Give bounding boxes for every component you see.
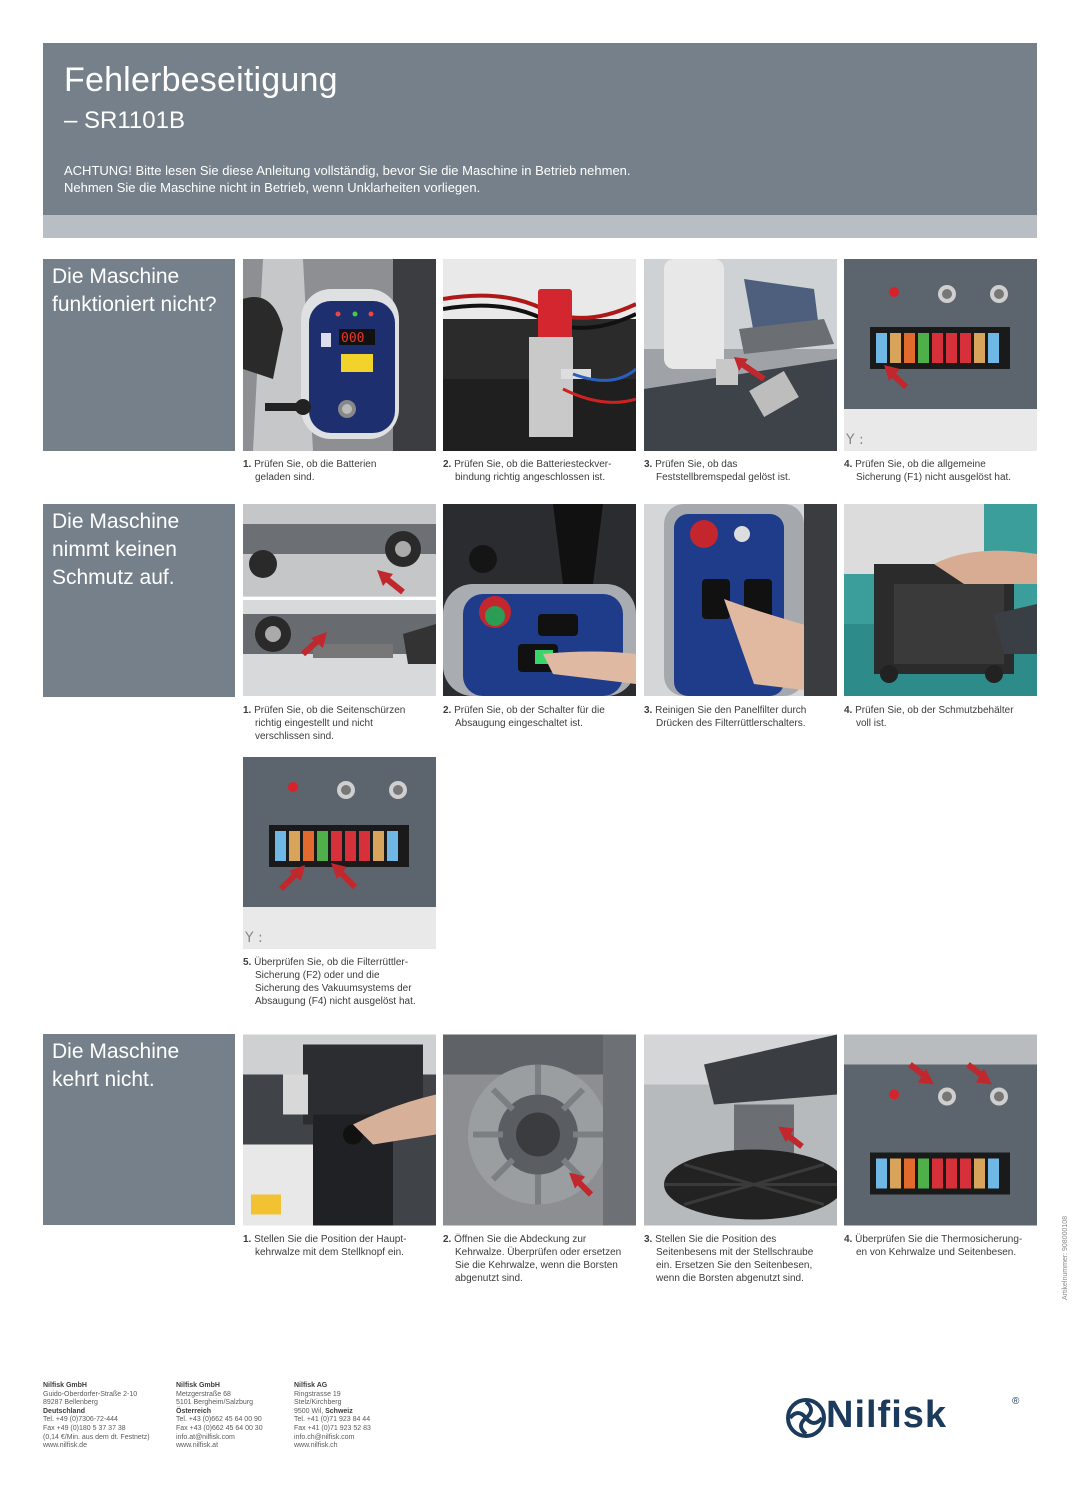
step-text: Reinigen Sie den Panelfilter durch — [655, 705, 807, 716]
address-line: 89287 Bellenberg — [43, 1399, 98, 1407]
step-text: geladen sind. — [255, 472, 315, 483]
address-switzerland — [294, 1382, 371, 1451]
address-line: 5101 Bergheim/Salzburg — [176, 1399, 254, 1407]
step-text: ein. Ersetzen Sie den Seitenbesen, — [656, 1260, 813, 1271]
step-text: bindung richtig angeschlossen ist. — [455, 472, 606, 483]
photo-side-skirts — [243, 504, 436, 696]
fuse-label-text: Y : — [846, 432, 864, 448]
step-caption — [844, 704, 1037, 730]
step-number: 1. — [243, 459, 252, 470]
photo-vacuum-switch — [443, 504, 636, 696]
address-website: www.nilfisk.de — [43, 1442, 87, 1450]
step-text: kehrwalze mit dem Stellknopf ein. — [255, 1247, 404, 1258]
article-number: Artikelnummer: 908000108 — [1062, 1215, 1069, 1300]
section-label-not-working — [43, 259, 235, 451]
address-line: Metzgerstraße 68 — [176, 1390, 231, 1398]
step-number: 1. — [243, 705, 252, 716]
warning-text-line2: Nehmen Sie die Maschine nicht in Betrieb, wenn Unklarheiten vorliegen. — [64, 180, 481, 195]
address-line: Ringstrasse 19 — [294, 1390, 341, 1398]
step-text: Überprüfen Sie die Thermosicherung- — [855, 1234, 1023, 1245]
address-website: www.nilfisk.at — [176, 1442, 219, 1450]
section-label-line: Die Maschine — [52, 510, 180, 533]
photo-main-broom — [443, 1034, 636, 1226]
step-caption — [443, 458, 636, 484]
step-number: 5. — [243, 957, 252, 968]
registered-mark: ® — [1012, 1396, 1020, 1407]
step-number: 3. — [644, 459, 653, 470]
panel-display-readout: 000 — [341, 331, 365, 346]
address-austria — [176, 1382, 263, 1451]
step-caption — [243, 1233, 436, 1259]
address-phone: Tel. +49 (0)7306-72-444 — [43, 1416, 118, 1424]
nilfisk-logo — [786, 1394, 1026, 1444]
step-caption — [443, 1233, 636, 1285]
address-company: Nilfisk AG — [294, 1382, 328, 1389]
address-fax: Fax +43 (0)662 45 64 00 30 — [176, 1424, 263, 1432]
step-caption — [844, 1233, 1037, 1259]
section-label-line: Die Maschine — [52, 1040, 180, 1063]
address-email: info.ch@nilfisk.com — [294, 1433, 355, 1441]
step-text: Seitenbesens mit der Stellschraube — [656, 1247, 814, 1258]
nilfisk-logo-text: Nilfisk — [826, 1394, 948, 1436]
step-text: abgenutzt sind. — [455, 1273, 523, 1284]
step-text: en von Kehrwalze und Seitenbesen. — [856, 1247, 1017, 1258]
step-text: Prüfen Sie, ob die Batteriesteckver- — [454, 459, 612, 470]
photo-dirt-hopper — [844, 504, 1037, 696]
step-number: 4. — [844, 1234, 853, 1245]
address-country: Österreich — [176, 1407, 212, 1415]
step-caption — [644, 458, 837, 484]
step-caption — [243, 956, 436, 1008]
step-text: Prüfen Sie, ob die Batterien — [254, 459, 377, 470]
address-line: Guido-Oberdorfer-Straße 2-10 — [43, 1390, 138, 1398]
header-strip — [43, 215, 1037, 238]
step-caption — [644, 1233, 837, 1285]
step-number: 3. — [644, 1234, 653, 1245]
step-text: Prüfen Sie, ob der Schmutzbehälter — [855, 705, 1014, 716]
step-number: 2. — [443, 705, 452, 716]
address-company: Nilfisk GmbH — [43, 1382, 87, 1389]
page-title: Fehlerbeseitigung — [64, 61, 338, 99]
step-number: 4. — [844, 459, 853, 470]
address-note: (0,14 €/Min. aus dem dt. Festnetz) — [43, 1433, 150, 1441]
section-label-no-sweep — [43, 1034, 235, 1225]
photo-battery-connector — [443, 259, 636, 451]
step-text: Kehrwalze. Überprüfen oder ersetzen — [455, 1247, 622, 1258]
address-phone: Tel. +43 (0)662 45 64 00 90 — [176, 1416, 262, 1424]
step-text: Stellen Sie die Position des — [655, 1234, 777, 1245]
step-text: Sicherung (F1) nicht ausgelöst hat. — [856, 472, 1012, 483]
address-fax: Fax +41 (0)71 923 52 83 — [294, 1424, 371, 1432]
photo-fuse-f2-f4 — [243, 757, 436, 949]
fuse-label-text: Y : — [245, 930, 263, 946]
address-city: 9500 Wil, — [294, 1407, 326, 1415]
step-number: 2. — [443, 1234, 452, 1245]
photo-thermal-fuses — [844, 1034, 1037, 1226]
page-subtitle: – SR1101B — [64, 107, 185, 134]
step-number: 4. — [844, 705, 853, 716]
step-text: Prüfen Sie, ob der Schalter für die — [454, 705, 605, 716]
step-number: 2. — [443, 459, 452, 470]
photo-battery-panel — [243, 259, 436, 451]
step-text: Absaugung eingeschaltet ist. — [455, 718, 583, 729]
header-banner — [43, 43, 1037, 215]
step-text: Prüfen Sie, ob das — [655, 459, 738, 470]
section-label-line: kehrt nicht. — [52, 1068, 155, 1091]
step-text: voll ist. — [856, 718, 887, 729]
step-caption — [243, 458, 436, 484]
step-caption — [443, 704, 636, 730]
address-country: Schweiz — [325, 1407, 353, 1415]
step-text: Sicherung des Vakuumsystems der — [255, 983, 412, 994]
step-caption — [644, 704, 837, 730]
step-text: Prüfen Sie, ob die allgemeine — [855, 459, 986, 470]
address-country: Deutschland — [43, 1407, 86, 1415]
step-text: richtig eingestellt und nicht — [255, 718, 373, 729]
address-fax: Fax +49 (0)180 5 37 37 38 — [43, 1424, 126, 1432]
step-text: Stellen Sie die Position der Haupt- — [254, 1234, 407, 1245]
step-text: Absaugung (F4) nicht ausgelöst hat. — [255, 996, 416, 1007]
step-text: Sicherung (F2) oder und die — [255, 970, 380, 981]
step-text: wenn die Borsten abgenutzt sind. — [656, 1273, 804, 1284]
photo-brake-pedal — [644, 259, 837, 451]
address-phone: Tel. +41 (0)71 923 84 44 — [294, 1416, 371, 1424]
step-text: Prüfen Sie, ob die Seitenschürzen — [254, 705, 406, 716]
step-caption — [844, 458, 1037, 484]
step-caption — [243, 704, 436, 743]
warning-text-line1: ACHTUNG! Bitte lesen Sie diese Anleitung vollständig, bevor Sie die Maschine in Betrieb nehmen. — [64, 163, 631, 178]
step-number: 1. — [243, 1234, 252, 1245]
section-label-line: Die Maschine — [52, 265, 180, 288]
address-germany — [43, 1382, 150, 1451]
address-website: www.nilfisk.ch — [294, 1442, 338, 1450]
step-text: Drücken des Filterrüttlerschalters. — [656, 718, 806, 729]
step-text: Überprüfen Sie, ob die Filterrüttler- — [254, 957, 409, 968]
photo-fuse-f1 — [844, 259, 1037, 451]
section-label-line: funktioniert nicht? — [52, 293, 217, 316]
step-text: verschlissen sind. — [255, 731, 334, 742]
nilfisk-logo-icon — [786, 1396, 826, 1440]
address-company: Nilfisk GmbH — [176, 1382, 220, 1389]
step-text: Feststellbremspedal gelöst ist. — [656, 472, 791, 483]
section-label-no-pickup — [43, 504, 235, 697]
photo-main-broom-knob — [243, 1034, 436, 1226]
step-number: 3. — [644, 705, 653, 716]
address-line: Stelz/Kirchberg — [294, 1399, 342, 1407]
step-text: Öffnen Sie die Abdeckung zur — [454, 1234, 587, 1245]
photo-side-broom — [644, 1034, 837, 1226]
section-label-line: Schmutz auf. — [52, 566, 175, 589]
address-email: info.at@nilfisk.com — [176, 1433, 235, 1441]
step-text: Sie die Kehrwalze, wenn die Borsten — [455, 1260, 618, 1271]
section-label-line: nimmt keinen — [52, 538, 177, 561]
photo-filter-shaker-switch — [644, 504, 837, 696]
